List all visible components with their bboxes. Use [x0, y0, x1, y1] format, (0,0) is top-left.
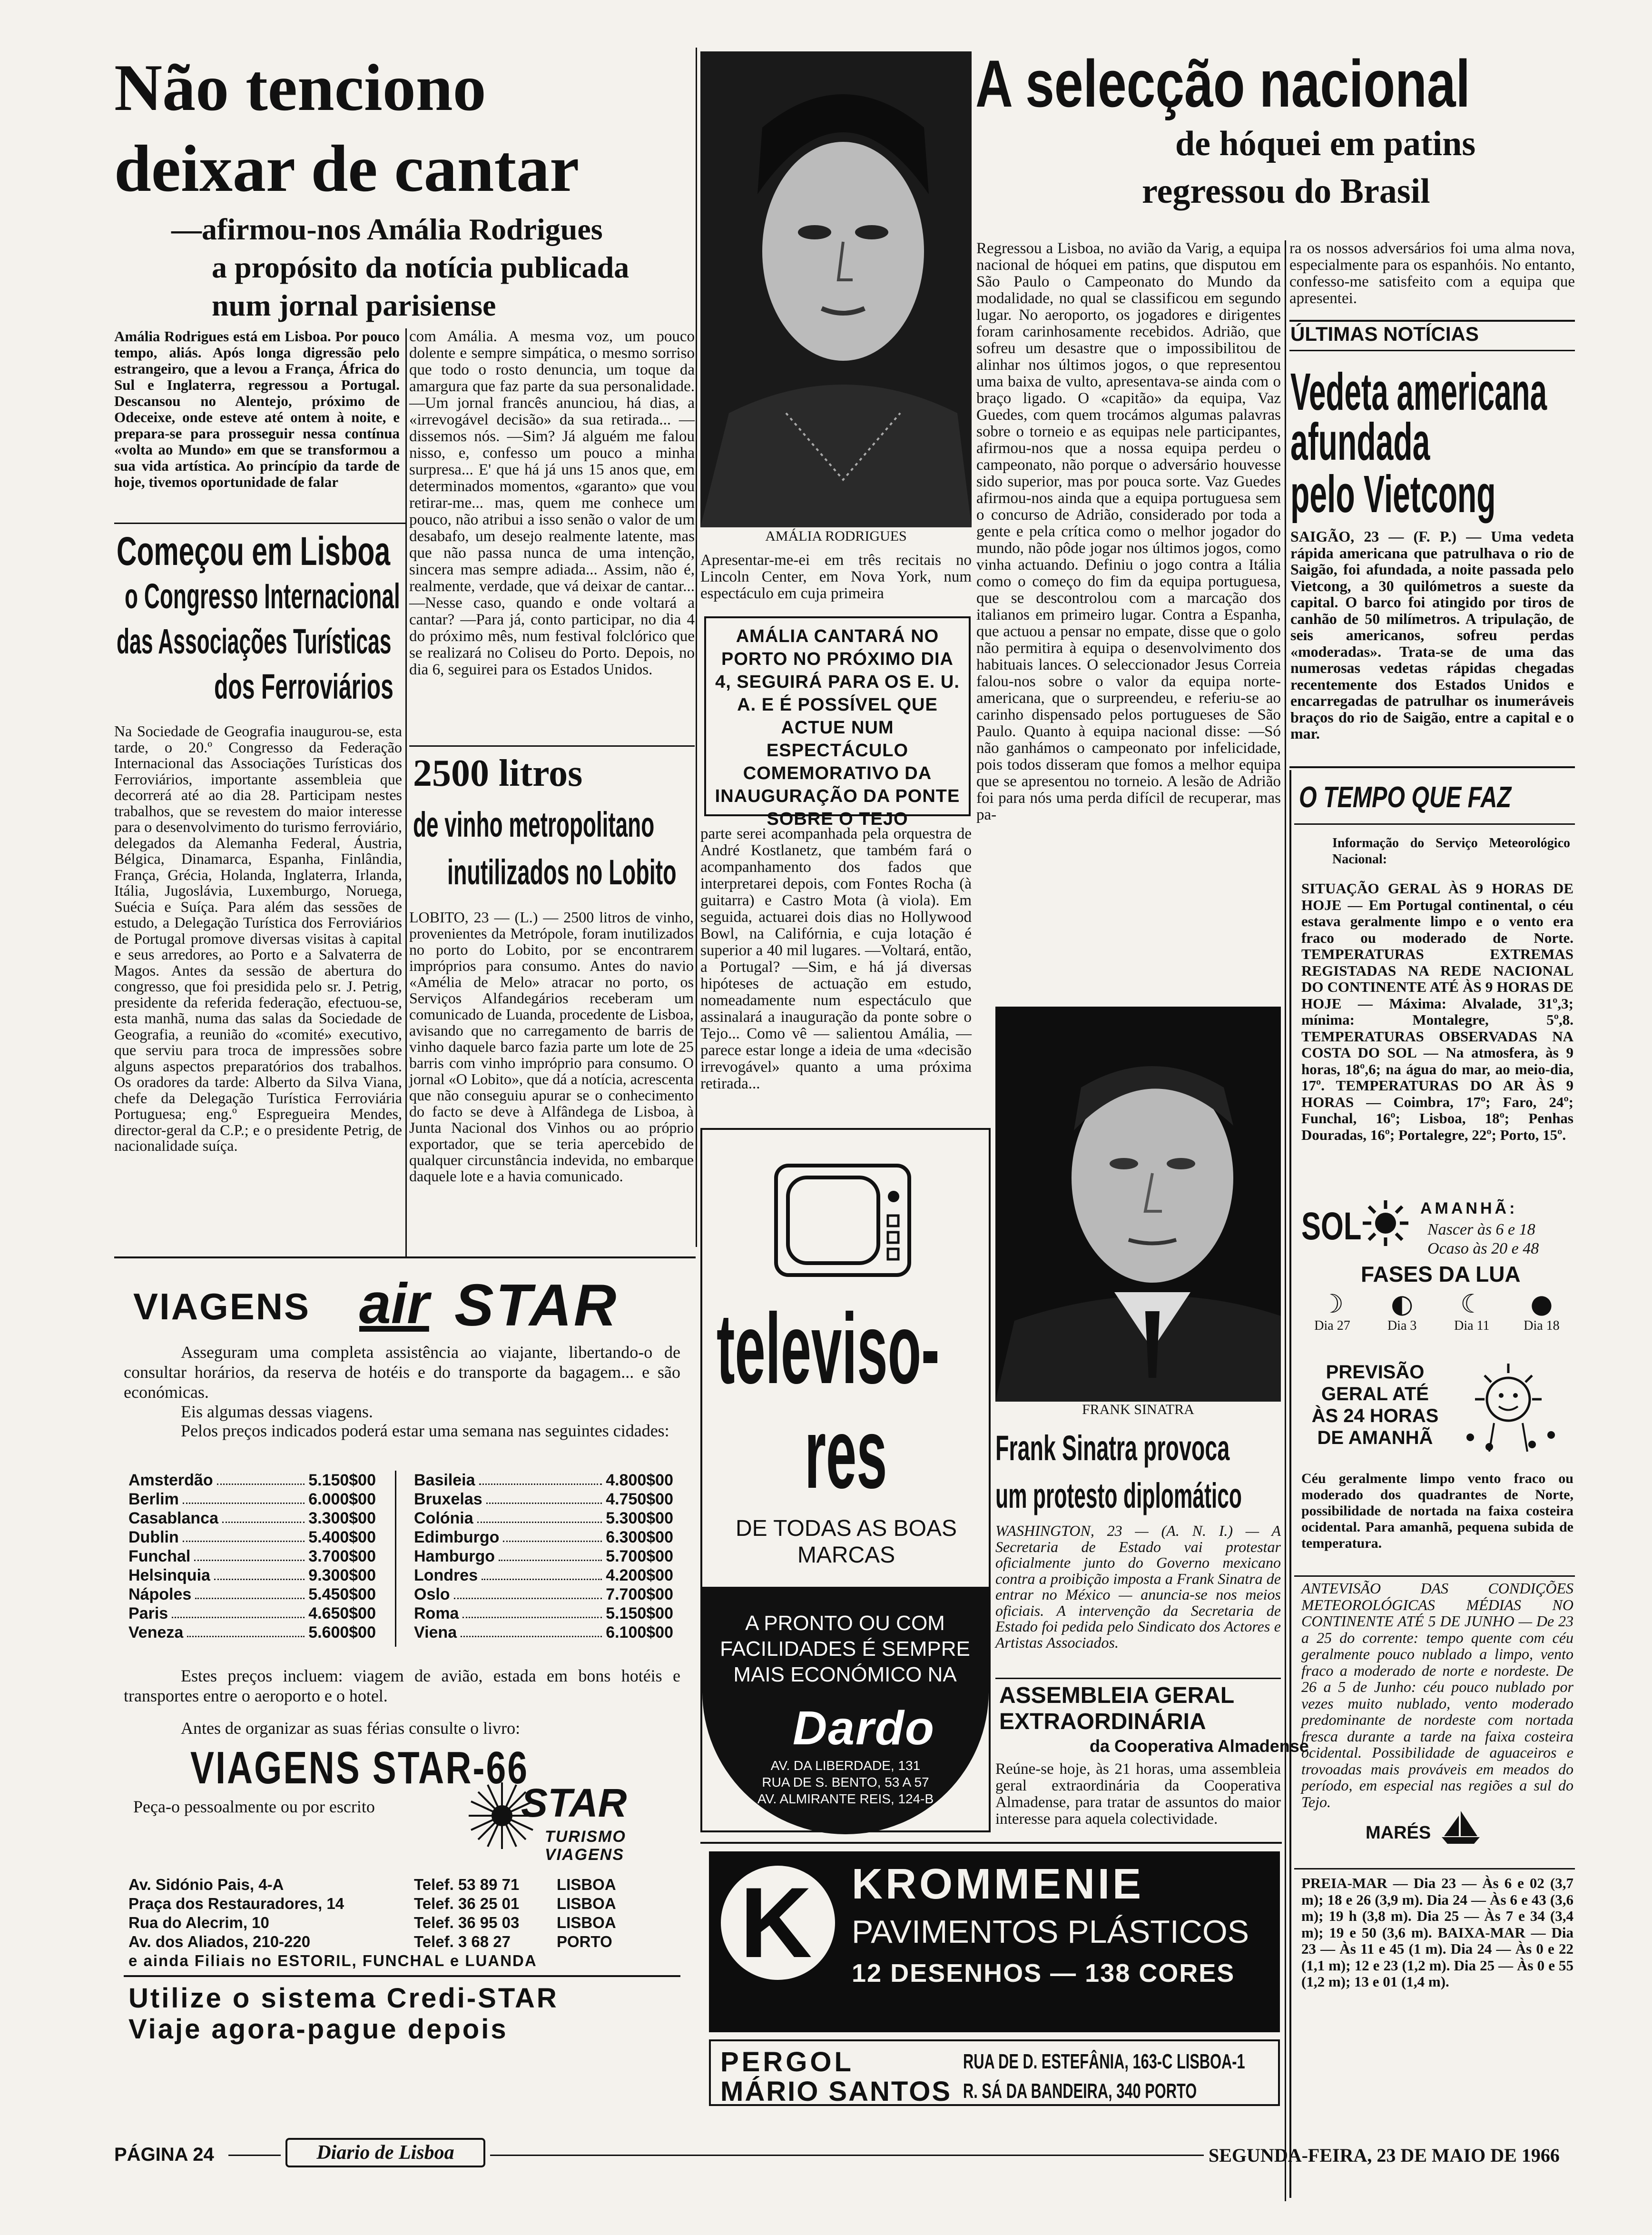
viagens-book: VIAGENS STAR-66 — [190, 1742, 529, 1793]
amalia-col3b: parte serei acompanhada pela orquestra de André Kostlanetz, que também fará o acompanhamento dos fados que interpretarei depois, com Fontes Rocha (à guitarra) e Castro Mota (à viola). Em seguida, actuarei dois dias no Hollywood Bowl, na Califórnia, e cuja lotação é superior a 40 mil lugares. —Voltará, então, a Portugal? —Sim, e há já diversas hipóteses de actuação em estudo, nomeadamente num espectáculo que assinalará a inauguração da ponte sobre o Tejo... Como vê — salientou Amália, — parece estar longe a ideia de uma «decisão irrevogável» quanto a uma próxima retirada... — [700, 825, 972, 1092]
price-list-right — [414, 1471, 673, 1642]
sinatra-body: WASHINGTON, 23 — (A. N. I.) — A Secretaria de Estado vai protestar oficialmente junto do Governo mexicano contra a proibição imposta a Frank Sinatra de entrar no México — anuncia-se nos meios oficiais. A intervenção da Secretaria de Estado foi pedida pelo Sindicato dos Actores e Artistas Associados. — [995, 1522, 1281, 1651]
boat-icon — [1437, 1809, 1485, 1847]
price-row: Londres 4.200$00 — [414, 1566, 673, 1584]
sinatra-photo-caption: FRANK SINATRA — [1082, 1402, 1194, 1417]
divider — [1294, 823, 1575, 825]
assembleia-h2: EXTRAORDINÁRIA — [999, 1709, 1206, 1734]
price-row: Hamburgo 5.700$00 — [414, 1547, 673, 1565]
masthead-text: Diario de Lisboa — [316, 2142, 454, 2164]
divider — [1289, 350, 1575, 351]
hoquei-col1: Regressou a Lisboa, no avião da Varig, a equipa nacional de hóquei em patins, que disputou em São Paulo o Campeonato do Mundo da modalidade, no qual se classificou em segundo lugar. No aeroporto, os jogadores e dirigentes foram carinhosamente recebidos. Adrião, que sofreu um desastre que o impossibilitou de alinhar nos últimos jogos, o que representou uma baixa de vulto, apresentava-se ainda com o braço ligado. O «capitão» da equipa, Vaz Guedes, com quem trocámos algumas palavras sobre o torneio e as equipas nele participantes, afirmou-nos que a nossa equipa perdeu o campeonato, não porque o adversário houvesse sido superior, mas por pouca sorte. Vaz Guedes afirmou-nos ainda que a equipa portuguesa sem o concurso de Adrião, considerado por toda a gente e pela crítica como o melhor jogador do mundo, não pôde jogar nos últimos jogos, como vinha actuando. Definiu o jogo contra a Itália como o começo do fim da equipa portuguesa, que se descontrolou com a marcação dos italianos em primeiro lugar. Contra a Espanha, que actuou a pensar no empate, disse que o golo não permitira à equipa o desenvolvimento dos habituais lances. O seleccionador Jesus Correia falou-nos sobre o valor da equipa norte-americana, que o surpreendeu, e referiu-se ao carinho dispensado pelos portugueses de São Paulo. Quanto à equipa nacional disse: —Só não ganhámos o campeonato por infelicidade, pois todos disseram que fomos a melhor equipa que se apresentou no torneio. A lesão de Adrião foi para nós uma perda difícil de recuperar, mas pa- — [976, 240, 1281, 823]
amalia-subhead-3: num jornal parisiense — [212, 288, 496, 322]
mario-address: R. SÁ DA BANDEIRA, 340 PORTO — [963, 2079, 1197, 2103]
price-row: Helsinquia 9.300$00 — [128, 1566, 376, 1584]
televisores-sub: DE TODAS AS BOAS MARCAS — [735, 1516, 957, 1568]
divider — [1285, 240, 1286, 2201]
filiais-text: e ainda Filiais no ESTORIL, FUNCHAL e LUANDA — [128, 1952, 537, 1969]
pergol-strip — [709, 2039, 1280, 2106]
star-logo-text: STAR — [521, 1780, 627, 1825]
address-row: Praça dos Restauradores, 14 Telef. 36 25 01 LISBOA — [128, 1895, 616, 1912]
congresso-h4: dos Ferroviários — [214, 667, 393, 706]
krommenie-line2: 12 DESENHOS — 138 CORES — [852, 1959, 1235, 1988]
divider — [490, 2155, 1204, 2156]
viagens-title-2: air — [359, 1272, 429, 1335]
krommenie-brand: KROMMENIE — [852, 1860, 1144, 1908]
dardo-addr-1: AV. DA LIBERDADE, 131 — [770, 1758, 921, 1773]
price-row: Berlim 6.000$00 — [128, 1490, 376, 1508]
dardo-slogan: A PRONTO OU COM FACILIDADES É SEMPRE MAIS ECONÓMICO NA — [720, 1612, 970, 1686]
vinho-h3: inutilizados no Lobito — [447, 852, 677, 892]
mares-label: MARÉS — [1366, 1823, 1431, 1843]
amalia-lead: Amália Rodrigues está em Lisboa. Por pouco tempo, aliás. Após longa digressão pelo estrangeiro, que a levou a França, África do Sul e Inglaterra, regressou a Portugal. Descansou no Alentejo, próximo de Odeceixe, onde esteve até ontem à noite, e prepara-se para prosseguir nessa contínua «volta ao Mundo» em que se transformou a sua vida artística. Ao princípio da tarde de hoje, tivemos oportunidade de falar — [114, 328, 400, 490]
televisores-word-2: res — [805, 1397, 887, 1509]
masthead-logo — [285, 2138, 485, 2167]
sinatra-h1: Frank Sinatra provoca — [995, 1428, 1230, 1468]
televisores-ad — [700, 1128, 991, 1832]
amalia-photo-caption: AMÁLIA RODRIGUES — [765, 528, 907, 544]
divider — [395, 1471, 396, 1647]
sinatra-h2: um protesto diplomático — [995, 1476, 1242, 1515]
price-row: Viena 6.100$00 — [414, 1623, 673, 1642]
page-number: PÁGINA 24 — [114, 2144, 214, 2165]
price-row: Casablanca 3.300$00 — [128, 1509, 376, 1527]
price-row: Edimburgo 6.300$00 — [414, 1528, 673, 1546]
divider — [1289, 770, 1291, 2198]
krommenie-ad — [709, 1851, 1280, 2032]
amalia-subhead-1: —afirmou-nos Amália Rodrigues — [171, 212, 603, 246]
price-row: Roma 5.150$00 — [414, 1604, 673, 1622]
sinatra-photo — [995, 1007, 1281, 1402]
moon-phase-3: ☾ Dia 11 — [1443, 1290, 1500, 1334]
ultimas-label: ÚLTIMAS NOTÍCIAS — [1290, 323, 1479, 345]
price-row: Amsterdão 5.150$00 — [128, 1471, 376, 1489]
amalia-box — [704, 616, 971, 829]
congresso-h2: o Congresso Internacional — [125, 576, 400, 616]
congresso-h1: Começou em Lisboa — [117, 529, 391, 574]
dardo-panel — [702, 1587, 989, 1834]
nascer-text: Nascer às 6 e 18 — [1427, 1221, 1535, 1238]
viagens-title-3: STAR — [454, 1273, 619, 1338]
divider — [700, 1842, 1282, 1844]
divider — [1294, 1575, 1575, 1577]
price-row: Veneza 5.600$00 — [128, 1623, 376, 1642]
amalia-col3: Apresentar-me-ei em três recitais no Lincoln Center, em Nova York, num espectáculo em cuja primeira — [700, 552, 972, 602]
congresso-body: Na Sociedade de Geografia inaugurou-se, esta tarde, o 20.º Congresso da Federação Internacional das Associações Turísticas dos Ferroviários, importante assembleia que decorrerá até ao dia 28. Participam nestes trabalhos, que se revestem do maior interesse para o desenvolvimento do turismo ferroviário, delegados da Alemanha Federal, Áustria, Bélgica, Dinamarca, Espanha, Finlândia, França, Grécia, Holanda, Inglaterra, Irlanda, Itália, Jugoslávia, Luxemburgo, Noruega, Suécia e Suíça. Para além das sessões de estudo, a Delegação Turística dos Ferroviários de Portugal promove diversas visitas à capital e seus arredores, ao Porto e a Salvaterra de Magos. Antes da sessão de abertura do congresso, que foi presidida pelo sr. J. Petrig, presidente da referida federação, efectuou-se, esta manhã, numa das salas da Sociedade de Geografia, a reunião do «comité» executivo, que serviu para troca de impressões sobre alguns aspectos preparatórios dos trabalhos. Os oradores da tarde: Alberto da Silva Viana, chefe da Delegação Turística Ferroviária Portuguesa; eng.º Espregueira Mendes, director-geral da C.P.; e o presidente Petrig, de nacionalidade suíça. — [114, 722, 402, 1154]
mario-name: MÁRIO SANTOS — [720, 2076, 952, 2107]
dardo-brand: Dardo — [793, 1701, 935, 1755]
vinho-h2: de vinho metropolitano — [413, 805, 655, 844]
divider — [696, 48, 697, 1247]
price-row: Dublin 5.400$00 — [128, 1528, 376, 1546]
divider — [114, 1256, 696, 1258]
pergol-name: PERGOL — [720, 2047, 854, 2077]
moon-phase-4: ● Dia 18 — [1513, 1290, 1570, 1334]
divider — [1289, 766, 1575, 768]
amanha-label: AMANHÃ: — [1420, 1199, 1518, 1217]
ultimas-body: SAIGÃO, 23 — (F. P.) — Uma vedeta rápida americana que patrulhava o rio de Saigão, foi afundada, a noite passada pelo Vietcong, a 30 quilómetros a sueste da capital. O barco foi atingido por tiros de canhão de 50 milímetros. A tripulação, de seis americanos, sofreu perdas «moderadas». Trata-se de uma das numerosas vedetas rápidas chegadas recentemente dos Estados Unidos e encarregadas de patrulhar os inumeráveis braços do rio de Saigão, entre a capital e o mar. — [1290, 528, 1574, 742]
krommenie-line: PAVIMENTOS PLÁSTICOS — [852, 1914, 1249, 1950]
tempo-info: Informação do Serviço Meteorológico Nacional: — [1332, 836, 1570, 867]
amalia-col2: com Amália. A mesma voz, um pouco dolente e sempre simpática, o mesmo sorriso que todo o rosto denuncia, um toque da amargura que faz parte da sua personalidade. —Um jornal francês anunciou, há dias, a «irrevogável decisão» da sua retirada... — dissemos nós. —Sim? Já alguém me falou nisso, e, confesso um pouco a minha surpresa... E' que há já uns 15 anos que, em determinados momentos, «garanto» que vou retirar-me... mas, quem me conhece um pouco, não atribui a isso senão o valor de um desabafo, um desejo realmente latente, mas que não passa nunca de uma intenção, sincera mas sempre adiada... Assim, não é, realmente, verdade, que vá deixar de cantar... —Nesse caso, quando e onde voltará a cantar? —Para já, conto participar, no dia 4 do próximo mês, num festival folclórico que se realizará no Coliseu do Porto. Depois, no dia 6, seguirei para os Estados Unidos. — [409, 328, 695, 678]
divider — [995, 1678, 1281, 1679]
viagens-order: Peça-o pessoalmente ou por escrito — [133, 1797, 375, 1816]
tv-icon — [774, 1163, 912, 1277]
televisores-word-1: televiso- — [717, 1293, 940, 1404]
viagens-before: Antes de organizar as suas férias consulte o livro: — [181, 1719, 521, 1738]
dardo-addr-2: RUA DE S. BENTO, 53 A 57 — [762, 1775, 929, 1790]
previsao-body: Céu geralmente limpo vento fraco ou moderado dos quadrantes de Norte, possibilidade de nortada na faixa costeira ocidental. Para amanhã, pequena subida de temperatura. — [1301, 1471, 1573, 1551]
divider — [124, 1975, 680, 1977]
viagens-title-1: VIAGENS — [133, 1286, 311, 1327]
previsao-title: PREVISÃO GERAL ATÉ ÀS 24 HORAS DE AMANHÃ — [1311, 1362, 1439, 1448]
issue-date: SEGUNDA-FEIRA, 23 DE MAIO DE 1966 — [1209, 2145, 1560, 2166]
price-row: Oslo 7.700$00 — [414, 1585, 673, 1603]
viagens-includes: Estes preços incluem: viagem de avião, estada em bons hotéis e transportes entre o aeroporto e o hotel. — [124, 1666, 680, 1705]
credi-star-line-1: Utilize o sistema Credi-STAR — [128, 1983, 559, 2014]
address-row: Av. dos Aliados, 210-220 Telef. 3 68 27 PORTO — [128, 1933, 612, 1950]
ocaso-text: Ocaso às 20 e 48 — [1427, 1240, 1539, 1257]
price-row: Funchal 3.700$00 — [128, 1547, 376, 1565]
portrait-image — [700, 51, 972, 527]
viagens-intro2: Eis algumas dessas viagens. — [181, 1402, 373, 1421]
moon-phase-2: ◐ Dia 3 — [1374, 1290, 1431, 1334]
moon-icon: ● — [1530, 1289, 1553, 1319]
hoquei-col2: ra os nossos adversários foi uma alma nova, especialmente para os espanhóis. No entanto, confesso-me satisfeito com a equipa que apresentei. — [1289, 240, 1575, 307]
divider — [1294, 1868, 1575, 1869]
divider — [114, 523, 405, 524]
assembleia-h3: da Cooperativa Almadense — [1090, 1736, 1309, 1756]
viagens-intro3: Pelos preços indicados poderá estar uma semana nas seguintes cidades: — [181, 1421, 669, 1440]
amalia-headline-1: Não tenciono — [114, 51, 486, 125]
hoquei-h2: de hóquei em patins — [1175, 124, 1476, 163]
price-row: Colónia 5.300$00 — [414, 1509, 673, 1527]
address-row: Av. Sidónio Pais, 4-A Telef. 53 89 71 LISBOA — [128, 1876, 616, 1893]
moon-icon: ◐ — [1391, 1289, 1414, 1319]
sun-cloud-icon — [1451, 1356, 1570, 1461]
divider — [228, 2155, 281, 2156]
amalia-box-text: AMÁLIA CANTARÁ NO PORTO NO PRÓXIMO DIA 4, SEGUIRÁ PARA OS E. U. A. E É POSSÍVEL QUE ACTUE NUM ESPECTÁCULO COMEMORATIVO DA INAUGURAÇÃO DA PONTE SOBRE O TEJO — [715, 626, 960, 829]
k-letter-icon: K — [740, 1867, 812, 1978]
dardo-addr-3: AV. ALMIRANTE REIS, 124-B — [757, 1791, 934, 1806]
krommenie-logo — [721, 1866, 835, 1980]
price-row: Nápoles 5.450$00 — [128, 1585, 376, 1603]
divider — [409, 745, 695, 747]
sol-label: SOL — [1301, 1205, 1362, 1248]
moon-phases — [1304, 1290, 1570, 1342]
portrait-image — [995, 1007, 1281, 1402]
vinho-body: LOBITO, 23 — (L.) — 2500 litros de vinho, provenientes da Metrópole, foram inutilizados no porto do Lobito, por se encontrarem impróprios para consumo. Antes do navio «Amélia de Melo» atracar no porto, os Serviços Alfandegários receberam um comunicado de Luanda, procedente de Lisboa, avisando que no carregamento de barris de vinho daquele barco fazia parte um lote de 25 barris com vinho impróprio para consumo. O jornal «O Lobito», que dá a notícia, acrescenta que não conseguiu apurar se o conhecimento do facto se deve à Alfândega de Lisboa, à Junta Nacional dos Vinhos ou ao próprio exportador, que se teria apercebido de qualquer circunstância indevida, no embarque daquele lote e a havia comunicado. — [409, 909, 694, 1185]
viagens-ad — [114, 1266, 692, 2045]
fases-label: FASES DA LUA — [1361, 1262, 1521, 1286]
moon-icon: ☾ — [1460, 1289, 1484, 1319]
amalia-headline-2: deixar de cantar — [114, 132, 580, 206]
hoquei-h3: regressou do Brasil — [1142, 172, 1430, 211]
divider — [1289, 320, 1575, 322]
tempo-title: O TEMPO QUE FAZ — [1299, 781, 1512, 814]
star-logo-turismo: TURISMO — [545, 1828, 626, 1846]
pergol-address: RUA DE D. ESTEFÂNIA, 163-C LISBOA-1 — [963, 2050, 1245, 2073]
antevisao-body: ANTEVISÃO DAS CONDIÇÕES METEOROLÓGICAS MÉDIAS NO CONTINENTE ATÉ 5 DE JUNHO — De 23 a 25 do corrente: tempo quente com céu geralmente pouco nublado a limpo, vento fraco a moderado de norte e nordeste. De 26 a 5 de Junho: céu pouco nublado por vezes muito nublado, vento moderado predominante de nordeste com nortada fresca durante a tarde na faixa costeira ocidental. Possibilidade de aguaceiros e trovoadas mais prováveis em meados do período, em especial nas regiões a sul do Tejo. — [1301, 1580, 1573, 1810]
price-row: Basileia 4.800$00 — [414, 1471, 673, 1489]
congresso-h3: das Associações Turísticas — [117, 622, 392, 661]
ultimas-h2: afundada — [1290, 413, 1430, 471]
assembleia-body: Reúne-se hoje, às 21 horas, uma assembleia geral extraordinária da Cooperativa Almadense, para tratar de assuntos do maior interesse para aquela colectividade. — [995, 1760, 1281, 1828]
divider — [405, 328, 407, 1256]
price-row: Paris 4.650$00 — [128, 1604, 376, 1622]
credi-star-line-2: Viaje agora-pague depois — [128, 2014, 508, 2045]
address-row: Rua do Alecrim, 10 Telef. 36 95 03 LISBOA — [128, 1914, 616, 1931]
amalia-photo — [700, 51, 972, 527]
tempo-body: SITUAÇÃO GERAL ÀS 9 HORAS DE HOJE — Em Portugal continental, o céu estava geralmente limpo e o vento era fraco ou moderado de Norte. TEMPERATURAS EXTREMAS REGISTADAS NA REDE NACIONAL DO CONTINENTE ATÉ ÀS 9 HORAS DE HOJE — Máxima: Alvalade, 31º,3; mínima: Montalegre, 5º,8. TEMPERATURAS OBSERVADAS NA COSTA DO SOL — Na atmosfera, às 9 horas, 18º,6; na água do mar, ao meio-dia, 17º. TEMPERATURAS DO AR ÀS 9 HORAS — Coimbra, 17º; Faro, 24º; Funchal, 16º; Lisboa, 18º; Penhas Douradas, 16º; Portalegre, 22º; Porto, 15º. — [1301, 880, 1573, 1143]
ultimas-h1: Vedeta americana — [1290, 363, 1547, 421]
assembleia-h1: ASSEMBLEIA GERAL — [999, 1683, 1235, 1708]
mares-body: PREIA-MAR — Dia 23 — Às 6 e 02 (3,7 m); 18 e 26 (3,9 m). Dia 24 — Às 6 e 43 (3,6 m); 19 h (3,8 m). Dia 25 — Às 7 e 34 (3,4 m); 19 e 50 (3,6 m). BAIXA-MAR — Dia 23 — Às 11 e 45 (1 m). Dia 24 — Às 0 e 22 (1,1 m); 12 e 23 (1,2 m). Dia 25 — Às 0 e 55 (1,2 m); 13 e 01 (1,4 m). — [1301, 1875, 1573, 1990]
sun-icon — [1362, 1199, 1409, 1247]
moon-phase-1: ☽ Dia 27 — [1304, 1290, 1361, 1334]
star-logo-viagens: VIAGENS — [545, 1846, 625, 1864]
address-table — [128, 1875, 676, 1970]
ultimas-h3: pelo Vietcong — [1290, 465, 1496, 524]
moon-icon: ☽ — [1320, 1289, 1344, 1319]
hoquei-h1: A selecção nacional — [975, 46, 1470, 121]
vinho-h1: 2500 litros — [413, 752, 583, 794]
viagens-intro: Asseguram uma completa assistência ao viajante, libertando-o de consultar horários, da reserva de hotéis e do transporte da bagagem... e são económicas. — [124, 1343, 680, 1402]
price-row: Bruxelas 4.750$00 — [414, 1490, 673, 1508]
amalia-subhead-2: a propósito da notícia publicada — [212, 250, 629, 284]
price-list-left — [128, 1471, 376, 1642]
